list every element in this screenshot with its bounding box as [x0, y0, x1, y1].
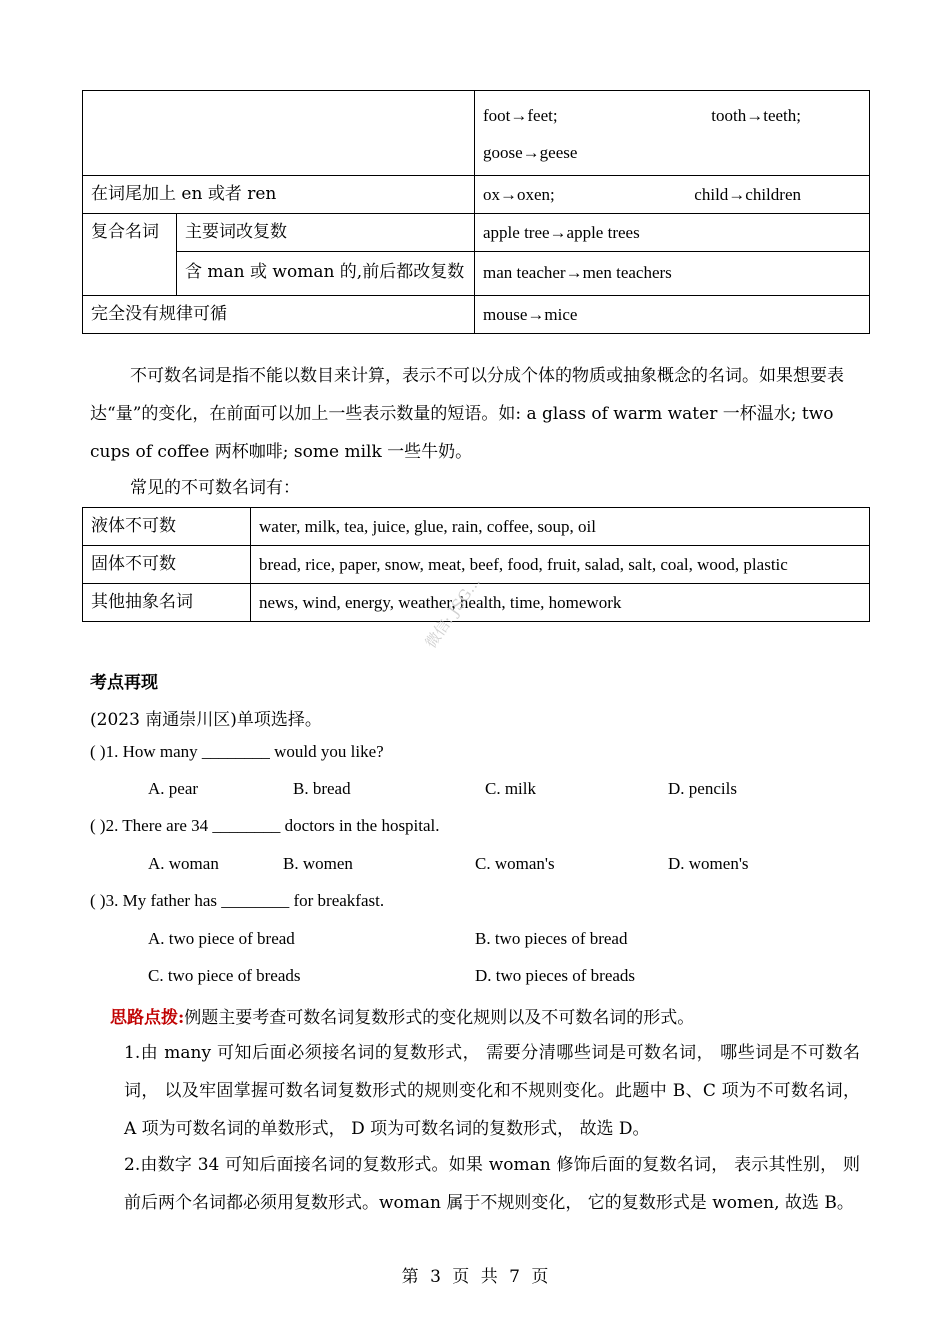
table-row	[83, 214, 870, 252]
table-cell: mouse→mice	[475, 296, 870, 334]
table-cell: 复合名词	[83, 214, 177, 296]
q1-option-b[interactable]: B. bread	[293, 779, 351, 798]
q2-option-d[interactable]: D. women's	[668, 854, 749, 873]
table-cell	[475, 91, 870, 176]
table-row	[83, 296, 870, 334]
q3-option-b[interactable]: B. two pieces of bread	[475, 929, 628, 948]
q2-option-c[interactable]: C. woman's	[475, 854, 555, 873]
question-3-stem: ( )3. My father has ________ for breakfast.	[90, 891, 385, 910]
plural-rules-table	[82, 90, 870, 334]
table-row	[83, 176, 870, 214]
table-cell: 固体不可数	[83, 546, 251, 584]
example-goose: goose→geese	[483, 143, 578, 162]
table-row	[83, 508, 870, 546]
example-ox: ox→oxen;	[483, 185, 555, 204]
question-1-stem: ( )1. How many ________ would you like?	[90, 742, 384, 761]
example-child: child→children	[694, 185, 801, 204]
q3-option-c[interactable]: C. two piece of breads	[148, 966, 301, 985]
table-row	[83, 252, 870, 296]
q3-option-a[interactable]: A. two piece of bread	[148, 929, 295, 948]
table-cell: 其他抽象名词	[83, 584, 251, 622]
table-cell: 在词尾加上 en 或者 ren	[83, 176, 475, 214]
q1-option-a[interactable]: A. pear	[148, 779, 199, 798]
table-row	[83, 91, 870, 176]
table-cell: bread, rice, paper, snow, meat, beef, food, fruit, salad, salt, coal, wood, plastic	[251, 546, 870, 584]
table-cell	[83, 91, 475, 176]
q2-option-b[interactable]: B. women	[283, 854, 353, 873]
explanation-1: 1.由 many 可知后面必须接名词的复数形式， 需要分清哪些词是可数名词， 哪些词是不可数名词， 以及牢固掌握可数名词复数形式的规则变化和不规则变化。此题中 B、C 项为不可数名词， A 项为可数名词的单数形式， D 项为可数名词的复数形式， 故选 D。	[124, 1043, 860, 1139]
table-cell: news, wind, energy, weather, health, time, homework	[251, 584, 870, 622]
q2-option-a[interactable]: A. woman	[148, 854, 219, 873]
table-cell: 液体不可数	[83, 508, 251, 546]
example-tooth: tooth→teeth;	[711, 106, 801, 125]
common-uncountable-intro: 常见的不可数名词有：	[130, 478, 300, 498]
tip-text: 例题主要考查可数名词复数形式的变化规则以及不可数名词的形式。	[184, 1008, 695, 1028]
question-2-stem: ( )2. There are 34 ________ doctors in the hospital.	[90, 816, 440, 835]
tip-line	[110, 1003, 694, 1028]
watermark: 微信: JSG…	[421, 573, 485, 652]
table-cell: man teacher→men teachers	[475, 252, 870, 296]
explanation-2: 2.由数字 34 可知后面接名词的复数形式。如果 woman 修饰后面的复数名词， 表示其性别， 则前后两个名词都必须用复数形式。woman 属于不规则变化， 它的复数形式是 women, 故选 B。	[124, 1155, 860, 1213]
q1-option-c[interactable]: C. milk	[485, 779, 537, 798]
table-cell: 主要词改复数	[177, 214, 475, 252]
q1-option-d[interactable]: D. pencils	[668, 779, 737, 798]
table-cell: water, milk, tea, juice, glue, rain, coffee, soup, oil	[251, 508, 870, 546]
example-foot: foot→feet;	[483, 106, 558, 125]
question-source: (2023 南通崇川区)单项选择。	[90, 710, 322, 730]
table-cell: 完全没有规律可循	[83, 296, 475, 334]
uncountable-table	[82, 507, 870, 622]
uncountable-paragraph: 不可数名词是指不能以数目来计算，表示不可以分成个体的物质或抽象概念的名词。如果想要表达“量”的变化，在前面可以加上一些表示数量的短语。如: a glass of warm water 一杯温水; two cups of coffee 两杯咖啡; some milk 一些牛奶。	[90, 366, 844, 462]
section-title: 考点再现	[90, 673, 158, 693]
tip-label: 思路点拨:	[110, 1008, 185, 1028]
q3-option-d[interactable]: D. two pieces of breads	[475, 966, 636, 985]
table-cell: 含 man 或 woman 的,前后都改复数	[177, 252, 475, 296]
page-footer: 第 3 页 共 7 页	[401, 1267, 549, 1287]
table-cell	[475, 176, 870, 214]
table-cell: apple tree→apple trees	[475, 214, 870, 252]
